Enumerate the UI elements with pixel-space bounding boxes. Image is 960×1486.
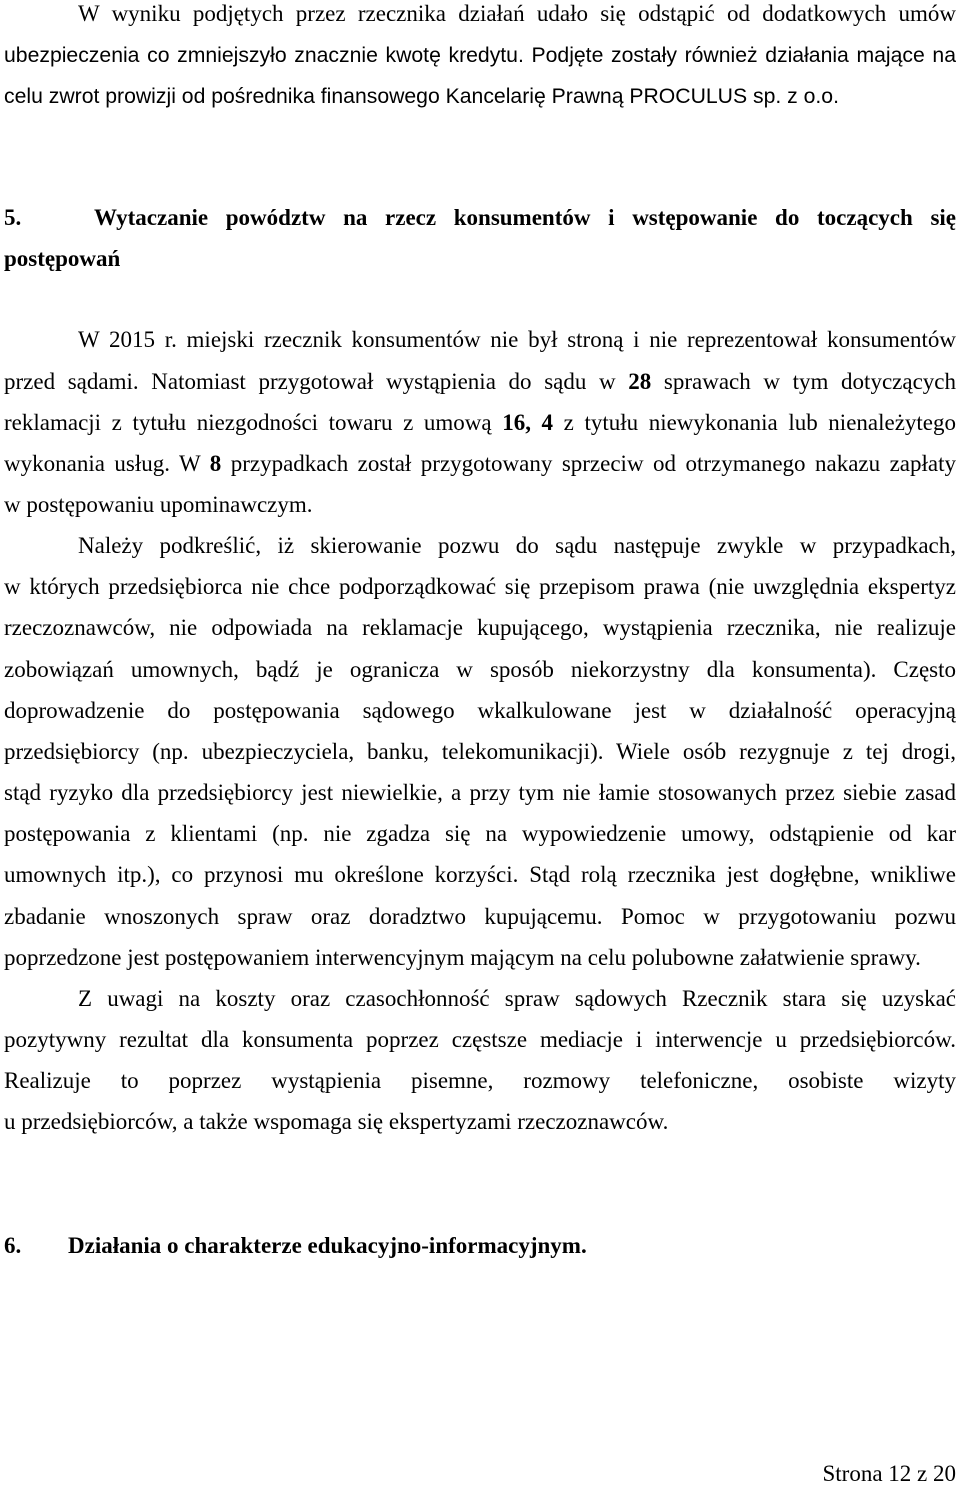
text-line: Realizuje to poprzez wystąpienia pisemne, rozmowy telefoniczne, osobiste wizyty [4, 1068, 956, 1094]
text-line: rzeczoznawców, nie odpowiada na reklamacje kupującego, wystąpienia rzecznika, nie realizuje [4, 615, 956, 641]
heading-number: 6. [4, 1233, 22, 1259]
heading-line [4, 1225, 956, 1266]
text-line: postępowania z klientami (np. nie zgadza się na wypowiedzenie umowy, odstąpienie od kar [4, 821, 956, 847]
text-line: Z uwagi na koszty oraz czasochłonność spraw sądowych Rzecznik stara się uzyskać [78, 985, 956, 1011]
paragraph-lawsuits [4, 525, 956, 978]
heading-number: 5. [4, 205, 22, 231]
bold-figure: 28 [628, 368, 652, 394]
section-5-heading [4, 197, 956, 279]
text-segment: sprawach w tym dotyczących [651, 368, 956, 394]
paragraph-mediation [4, 978, 956, 1143]
text-line: zbadanie wnoszonych spraw oraz doradztwo kupującemu. Pomoc w przygotowaniu pozwu [4, 903, 956, 929]
page-footer [4, 1462, 956, 1486]
text-line: przedsiębiorcy (np. ubezpieczyciela, banku, telekomunikacji). Wiele osób rezygnuje z tej drogi, [4, 738, 956, 764]
text-line: w postępowaniu upominawczym. [4, 492, 313, 518]
bold-figure: 8 [209, 450, 222, 476]
heading-title-continuation: postępowań [4, 246, 121, 272]
text-line [4, 402, 956, 443]
intro-paragraph [4, 0, 956, 117]
text-line [4, 361, 956, 402]
text-line: Należy podkreślić, iż skierowanie pozwu do sądu następuje zwykle w przypadkach, [78, 533, 956, 559]
text-line: stąd ryzyko dla przedsiębiorcy jest niewielkie, a przy tym nie łamie stosowanych przez siebie zasad [4, 780, 956, 806]
text-line: u przedsiębiorców, a także wspomaga się ekspertyzami rzeczoznawców. [4, 1109, 669, 1135]
text-line: pozytywny rezultat dla konsumenta poprzez częstsze mediacje i interwencje u przedsiębiorców. [4, 1027, 956, 1053]
text-segment: przypadkach został przygotowany sprzeciw od otrzymanego nakazu zapłaty [221, 450, 956, 476]
text-line: W wyniku podjętych przez rzecznika działań udało się odstąpić od dodatkowych umów [78, 1, 956, 26]
text-line: doprowadzenie do postępowania sądowego wkalkulowane jest w działalność operacyjną [4, 697, 956, 723]
text-segment: wykonania usług. W [4, 450, 210, 476]
heading-line [4, 197, 956, 238]
text-line: zobowiązań umownych, bądź je ogranicza w sposób niekorzystny dla konsumenta). Często [4, 656, 956, 682]
page-number-label: Strona 12 z 20 [822, 1462, 956, 1486]
section-5-text [4, 319, 956, 1142]
text-segment: przed sądami. Natomiast przygotował wystąpienia do sądu w [4, 368, 629, 394]
text-line: ubezpieczenia co zmniejszyło znacznie kwotę kredytu. Podjęte zostały również działania mające na [4, 43, 956, 67]
paragraph-court-cases [4, 319, 956, 525]
text-line: w których przedsiębiorca nie chce podporządkować się przepisom prawa (nie uwzględnia ekspertyz [4, 574, 956, 600]
text-line: umownych itp.), co przynosi mu określone korzyści. Stąd rolą rzecznika jest dogłębne, wnikliwe [4, 862, 956, 888]
bold-figure: 16, 4 [502, 409, 554, 435]
section-6-heading [4, 1225, 956, 1266]
text-segment: reklamacji z tytułu niezgodności towaru z umową [4, 409, 503, 435]
text-segment: z tytułu niewykonania lub nienależytego [553, 409, 956, 435]
text-line [4, 443, 956, 484]
heading-title: Wytaczanie powództw na rzecz konsumentów i wstępowanie do toczących się [94, 205, 956, 231]
heading-title: Działania o charakterze edukacyjno-informacyjnym. [68, 1233, 587, 1259]
text-line: celu zwrot prowizji od pośrednika finansowego Kancelarię Prawną PROCULUS sp. z o.o. [4, 84, 839, 108]
text-line: poprzedzone jest postępowaniem interwencyjnym mającym na celu polubowne załatwienie sprawy. [4, 944, 921, 970]
text-line: W 2015 r. miejski rzecznik konsumentów nie był stroną i nie reprezentował konsumentów [78, 327, 956, 353]
